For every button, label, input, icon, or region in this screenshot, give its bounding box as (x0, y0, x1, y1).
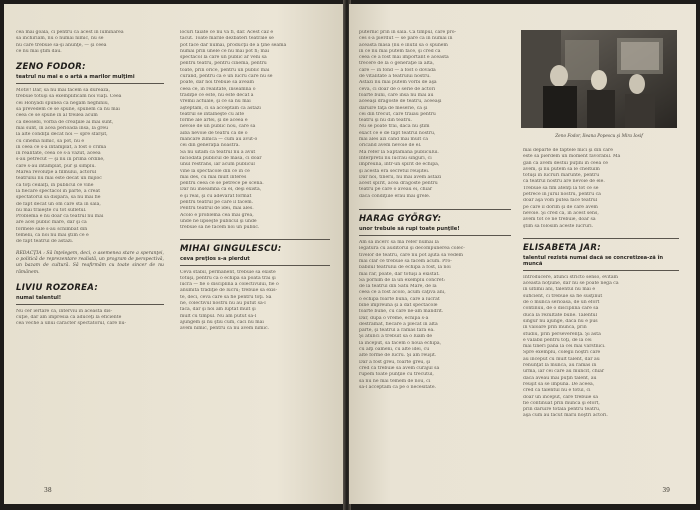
text-line: oricând avem nevoie de el. (359, 143, 422, 149)
text-line: singur nu ajunge, dacă nu e pus (523, 318, 598, 324)
divider (359, 209, 511, 210)
text-line: acest spirit, acea dragoste pentru (359, 181, 438, 187)
speaker-subtitle: unor trebuie să rupi toate punţile! (359, 226, 460, 233)
intro-paragraph (180, 30, 330, 232)
text-line: ceea ce, în realitate, înseamnă o (180, 86, 256, 92)
text-line: Marea revoluţie a filmului, actorul (16, 170, 97, 176)
text-line: totuşi, pentru ca o echipă să poată trăi şi (180, 275, 276, 281)
intro-paragraph (359, 30, 511, 200)
text-line: o echipă foarte bună, care a lucrat (359, 296, 440, 302)
text-line: numai prin unele ce nu mai pot fi; mai (180, 48, 270, 54)
text-line: de fapt teatrul de astăzi. (16, 239, 74, 245)
text-line: ca toţi ceilalţi, în publicul ce vine (16, 182, 94, 188)
text-line: că deosebi, vorba de creaţiile ai mai sunt, (16, 119, 114, 125)
text-line: aceeaşi dragoste de teatru, aceeaşi (359, 99, 442, 105)
right-column-2 (523, 148, 679, 420)
text-line: această masă (nu e inutil să o spunem (359, 42, 448, 48)
left-page (4, 4, 345, 504)
text-line: Astăzi nu mai putem vorbi de aşa (359, 80, 437, 86)
text-line: prin dăruire totală pentru teatru, (523, 407, 601, 413)
text-line: forme ale artei, şi de aceea e (180, 118, 248, 124)
text-line: cei din trecut, care trăiau pentru (359, 111, 436, 117)
text-line: pentru teatrul pe care îl facem. (180, 200, 254, 206)
jar-section (523, 238, 679, 420)
text-line: Problema e nu doar că teatrul nu mai (16, 214, 104, 220)
text-line: totuşi în lucruri mărunte, pentru (523, 173, 600, 179)
text-line: mai tineri până la cei mai vârstnici. (523, 344, 606, 350)
text-line: gân că avem destui puţini în ceea ce (523, 160, 608, 166)
text-line: cu alţi oameni, cu alte idei, cu (359, 347, 430, 353)
text-line: Motiv! Dar, sa nu mai facem să dureaza, (16, 88, 110, 94)
text-line: Să nu uităm că teatrul nu a avut (180, 149, 256, 155)
text-line: pentru ceea ce se petrece pe scenă. (180, 181, 264, 187)
text-line: avem tot ce ne trebuie, doar să (523, 217, 596, 223)
text-line: mai ales azi când mai mult ca (359, 137, 428, 143)
text-line: bine împreună şi a dat spectacole (359, 302, 438, 308)
divider (180, 265, 330, 266)
speaker-text (359, 240, 511, 391)
harag-section (359, 209, 511, 391)
text-line: mult cu timpul. Nu am putut să-l (180, 313, 257, 319)
text-line: ajungem şi nu ştiu cum, căci nu mai (180, 319, 264, 325)
text-line: vremii actuale, şi ce să nu mai (180, 99, 251, 105)
divider (523, 238, 679, 239)
text-line: nu care trebuie să-şi anunţe, — şi ceea (16, 42, 107, 48)
text-line: trecere de la o generaţie la alta, (359, 61, 435, 67)
text-line: ceva, ci doar de o serie de actori (359, 86, 436, 92)
text-line: mai departe de faptele mici şi din care (523, 148, 613, 153)
text-line: Mă refer la Săptămâna publicului. (359, 149, 439, 155)
text-line: fie continuat prin muncă şi efort, (523, 400, 600, 406)
text-line: vine la spectacole din ce în ce (180, 168, 250, 174)
text-line: să închiriăm, nu o numai nimic, nu se (16, 36, 104, 42)
text-line: nevoie. Şi cred că, în acest sens, (523, 210, 599, 216)
text-line: tăcut. Toate marile dezbateri teatrale se (180, 36, 274, 42)
photo (521, 30, 677, 128)
text-line: de o muncă serioasă, de un efort (523, 300, 600, 306)
speaker-text (180, 270, 330, 333)
text-line: Dar, după o vreme, echipa s-a (359, 315, 429, 321)
text-line: suficient, ci trebuie să fie susţinut (523, 293, 603, 299)
text-line: Am să încerc să mă refer numai la (359, 240, 439, 246)
text-line: Nu se poate trăi, dacă nu ştim (359, 124, 430, 130)
text-line: mai rar, poate, dar totuşi a existat. (359, 271, 440, 277)
text-line: cu cinema nimic, să pot, nu e (16, 138, 85, 144)
speaker-subtitle: teatrul nu mai e o artă a marilor mulţimi (16, 74, 135, 81)
divider (16, 304, 164, 305)
text-line: are acel public mare, dar şi că (16, 220, 87, 226)
text-line: ce nu mai ştim dau. (16, 48, 62, 54)
text-line: să-l acceptăm ca pe o necesitate. (359, 384, 437, 390)
text-line: dăruire faţă de meserie, ca şi (359, 105, 428, 111)
text-line: care s-au întâmplat, pur şi simplu. (16, 163, 96, 169)
text-line: te, deci, ceva care să fie pentru toţi. Să (180, 294, 272, 300)
speaker-subtitle: talentul rezistă numai dacă se concretizea-ză în muncă (523, 254, 664, 267)
left-column-2 (180, 30, 330, 332)
text-line: împreună, într-un spirit de echipă, (359, 162, 440, 168)
text-line: este să pierdem un moment favorabil. Mă (523, 154, 621, 160)
text-line: curând, pentru că e un lucru care nu se (180, 74, 273, 80)
text-line: continuu, de o disciplină care să (523, 306, 599, 312)
text-line: foarte buni, care însă nu mai au (359, 92, 434, 98)
text-line: teatrului nu mai este decât un mijloc (16, 176, 102, 182)
text-line: reuşit să se impună. De aceea, (523, 381, 595, 387)
speaker-name: HARAG GYÖRGY: (359, 214, 442, 225)
text-line: unul restrâns, iar acum publicul (180, 162, 255, 168)
text-line: ces s-a pierdut — se pare că în numai în (359, 36, 453, 42)
text-line: locuri tăiate ce nu va fi, dar. Acest caz e (180, 30, 274, 35)
text-line: cuţie, dar am impresia că aduceţi la eficiente (16, 315, 122, 321)
text-line: nevoie de un public nou, care să (180, 124, 256, 130)
text-line: Pentru teatrul de idei, mai ales. (180, 206, 254, 212)
text-line: exact ce e de fapt teatrul nostru, (359, 130, 436, 136)
text-line: Acolo e problema cea mai grea, (180, 212, 254, 218)
text-line: care — în fond — a fost o dovadă (359, 67, 436, 73)
text-line: Dar a fost greu, foarte greu, şi (359, 359, 431, 365)
right-column-1 (359, 30, 511, 391)
speaker-name: ELISABETA JAR: (523, 242, 601, 253)
text-line: cred că trebuie să avem curajul să (359, 365, 440, 371)
text-line: teatru şi nu din teatru. (359, 118, 413, 124)
divider (180, 239, 330, 240)
text-line: mai sunt, în acea perioadă însă, la greu (16, 125, 109, 131)
text-line: şi acesta era secretul reuşitei. (359, 168, 430, 174)
text-line: formele sale s-au schimbat din (16, 226, 88, 232)
text-line: teatru pe care o aveau ei, chiar (359, 187, 433, 193)
text-line: ştim să folosim aceste lucruri. (523, 223, 594, 229)
text-line: poate, dar noi trebuie să aveam (180, 80, 254, 86)
left-column-1 (16, 30, 164, 328)
text-line: mai clar ce trebuie să facem acum. Pro- (359, 258, 452, 264)
text-line: alte forme de lucru. Şi am reuşit. (359, 353, 437, 359)
text-line: urmă, iar cei care au muncit, chiar (523, 369, 605, 375)
text-line: anumită tradiţie de lucru; trebuie să exis- (180, 288, 278, 294)
redactia-note: REDACŢIA : Să înţelegem, deci, o asemenea stare a speranţei, o politică de reprezentare realistă, un program de perspectivă, un bazam de cultură. Să reafirmăm cu toate sincer de nu rămânem. (16, 250, 164, 275)
text-line: de fapt decât un om care stă în sală, (16, 201, 101, 207)
right-page (349, 4, 696, 504)
text-line: să nu ne mai temem de nou, ci (359, 378, 431, 384)
text-line: mâncare zilnică — cum au avut-o (180, 137, 258, 143)
text-line: parte, şi teatrul a rămas fără ea. (359, 328, 435, 334)
text-line: Dar nu înseamnă că el, deşi există, (180, 187, 262, 193)
fodor-section (16, 62, 164, 245)
text-line: să prevedem ce se spune, spunem că nu mai (16, 107, 120, 113)
divider (16, 83, 164, 84)
text-line: au început cu mult talent, dar au (523, 356, 600, 362)
speaker-subtitle: numai talentul! (16, 294, 62, 301)
text-line: rupem toate punţile cu trecutul, (359, 372, 434, 378)
text-line: foarte bune, cu care ne-am mândrit. (359, 309, 444, 315)
text-line: pot face dar numai, producţii de a ţine seama (180, 42, 287, 48)
text-line: Trebuie să fim atenţi la tot ce se (523, 185, 599, 191)
text-line: s-au petrecut — şi nu în prima ordine, (16, 157, 105, 163)
page-number: 38 (44, 487, 52, 494)
rozorea-section (16, 283, 164, 328)
divider (359, 235, 511, 236)
text-line: aşa cum au făcut marii noştri actori. (523, 413, 608, 419)
text-line: pe care îl dorim şi de care avem (523, 204, 598, 210)
text-line: această noţiune, dar nu se poate nega că (523, 281, 619, 287)
text-line: e valabil pentru toţi, de la cei (523, 337, 592, 343)
text-line: Şi atunci a trebuit să o luăm de (359, 334, 433, 340)
text-line: cred că talentul nu e totul, ci (523, 388, 591, 394)
intro-paragraph (16, 30, 164, 55)
text-line: în ce nu mai putem face, şi cred că (359, 48, 441, 54)
text-line: lucra — fie o disciplină a colectivului, fie o (180, 282, 279, 288)
text-line: în valoare prin muncă, prin (523, 325, 587, 331)
text-line: avem, şi nu putem să le cheltuim (523, 166, 600, 172)
text-line: Nu cer iertare că, interviu în această dis- (16, 308, 113, 314)
speaker-text (16, 309, 164, 328)
text-line: spectacol la care un public ar veni să (180, 55, 267, 61)
text-line: ceea ce a fost acolo, acum câţiva ani, (359, 290, 446, 296)
text-line: Să pornim de la un exemplu concret: (359, 277, 446, 283)
text-line: cei din generaţia noastră. (180, 143, 240, 149)
speaker-name: MIHAI GINGULESCU: (180, 243, 282, 254)
text-line: că teatrul nostru are nevoie de ele. (523, 179, 605, 185)
text-line: puternic prin în sală. Ca timpul, care pro- (359, 30, 457, 35)
text-line: la alte condiţii decât noi — spre sfârşit, (16, 132, 108, 138)
text-line: doar un început, care trebuie să (523, 394, 598, 400)
text-line: spectatorul să dispară, să nu mai fie (16, 195, 101, 201)
text-line: unde ne lipseşte publicul şi unde (180, 218, 257, 224)
speaker-name: ZENO FODOR: (16, 62, 86, 73)
text-line: studiu, prin perseverenţă. Şi asta (523, 331, 601, 337)
photo-image (521, 30, 677, 128)
text-line: doar aşa vom putea face teatrul (523, 198, 598, 204)
text-line: Ceva stabil, permanent, trebuie să existe (180, 269, 276, 275)
text-line: aibă nevoie de teatru ca de o (180, 130, 248, 136)
text-line: e şi real, şi cu adevărat format (180, 193, 252, 199)
text-line: babilul teatrului de echipă a fost, la noi (359, 265, 451, 271)
divider (523, 270, 679, 271)
text-line: Interpretii nu lucrau singuri, ci (359, 155, 432, 161)
page-number: 39 (662, 487, 670, 494)
text-line: niciodată publicul de masă, ci doar (180, 155, 262, 161)
intro-paragraph (523, 148, 679, 230)
text-line: ducă la rezultate bune. Talentul (523, 312, 598, 318)
text-line: nu mai trăieşte cu tot sufletul. (16, 207, 87, 213)
text-line: cea veche a unui caracter spectatorul, care nu- (16, 321, 127, 327)
speaker-text (16, 88, 164, 245)
speaker-name: LIVIU ROZOREA: (16, 282, 99, 293)
text-line: de vitalitate a teatrului nostru. (359, 74, 431, 80)
text-line: trebuie totuşi să exemplificăm noi viaţi. Ceea (16, 94, 122, 100)
text-line: la început, să facem o nouă echipă, (359, 340, 442, 346)
text-line: mai des, cu mai mult interes (180, 174, 247, 180)
text-line: în realitate, ceea ce s-a văzut, aceea (16, 151, 101, 157)
text-line: ceea ce a fost mai important e această (359, 55, 449, 61)
text-line: ne, colectivul nostru nu au putut să-l (180, 300, 266, 306)
gingulescu-section (180, 239, 330, 333)
text-line: Introducere, atunci stricto senso, evităm (523, 274, 618, 280)
text-line: legătura cu auditorul şi decompunerea colec- (359, 246, 465, 252)
photo-caption: Zeno Fodor, Ileana Popescu şi Mira Iosif (555, 134, 643, 139)
text-line: temelii, că noi nu mai ştim ce e (16, 233, 89, 239)
text-line: ceea ce se spune în al treilea acum (16, 113, 98, 119)
text-line: tradiţie ce este, nu este decât a (180, 92, 254, 98)
text-line: tivelor de teatru, care nu pot ajută să vedem (359, 252, 463, 258)
speaker-subtitle: ceva preţios s-a pierdut (180, 255, 250, 262)
text-line: facă, dar şi noi am luptat mult şi (180, 307, 256, 313)
text-line: dacă condiţiile erau mai grele. (359, 193, 431, 199)
text-line: aşteptăm, ci să acceptăm că astăzi (180, 105, 261, 111)
text-line: cea mai goală, ci pentru că acest în luminarea (16, 30, 124, 35)
text-line: Spre exemplu, colegii noştri care (523, 350, 601, 356)
text-line: în ceea ce s-a întâmplat, a fost o crimă (16, 144, 107, 150)
text-line: pentru teatru, pentru cinema, pentru (180, 61, 267, 67)
text-line: toate, prin orice, pentru un public mai (180, 67, 270, 73)
text-line: Dar noi, tinerii, nu mai avem astăzi (359, 174, 442, 180)
text-line: dacă aveau mai puţin talent, au (523, 375, 597, 381)
text-line: de la teatrul din Satu Mare, de la (359, 284, 437, 290)
text-line: avem nimic, pentru că nu avem nimic. (180, 326, 269, 332)
text-line: destrămat, fiecare a plecat în altă (359, 321, 438, 327)
text-line: renunţat la muncă, au rămas în (523, 363, 597, 369)
text-line: la fiecare spectacol în parte, a creat (16, 188, 101, 194)
text-line: în ultimii ani, talentul nu mai e (523, 287, 596, 293)
speaker-text (523, 275, 679, 420)
text-line: trebuie să ne facem noi un public. (180, 225, 260, 231)
text-line: teatrul se întâlneşte cu alte (180, 111, 245, 117)
text-line: petrece în jurul nostru, pentru că (523, 192, 601, 198)
text-line: cei Honyadi spunea că negăm neghiniu, (16, 100, 110, 106)
